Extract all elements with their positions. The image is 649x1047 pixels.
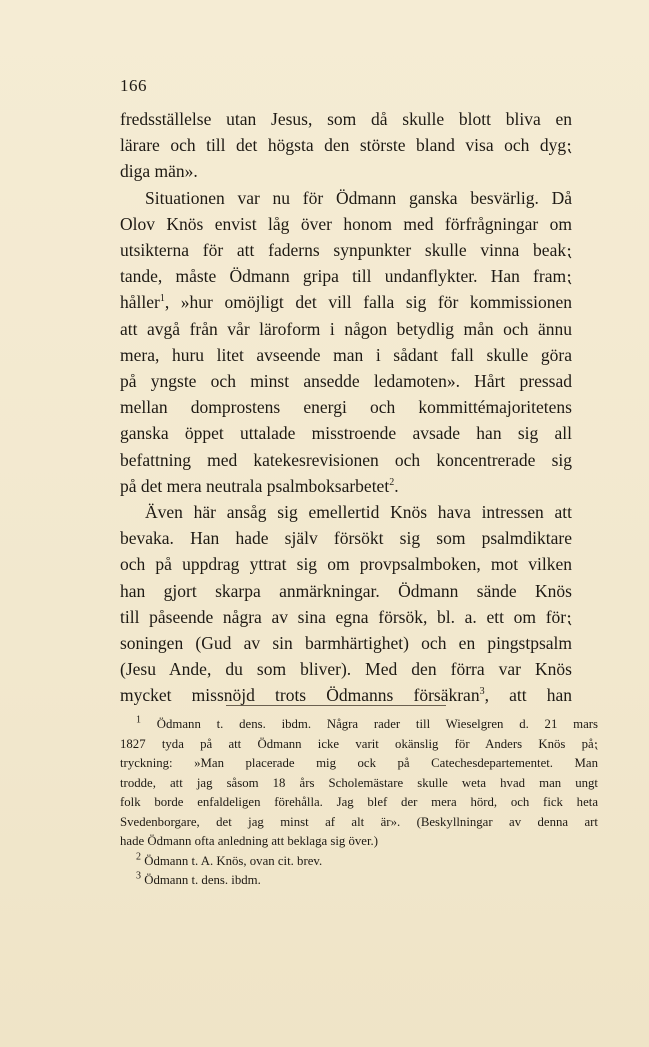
text-fragment: , »hur omöjligt det vill falla sig för kommissionen — [164, 292, 572, 313]
text-line: soningen (Gud av sin barmhärtighet) och en pingstpsalm — [120, 633, 572, 654]
text-line: befattning med katekesrevisionen och koncentrerade sig — [120, 449, 572, 470]
footnote-line — [120, 715, 598, 735]
footnotes — [120, 715, 598, 891]
footnote-ref-3: 3 — [479, 686, 485, 698]
footnote-divider — [226, 705, 446, 706]
footnote-line: folk borde enfaldeligen förehålla. Jag blef der mera hörd, och fick heta — [120, 795, 598, 809]
text-line — [120, 473, 572, 499]
footnote-mark-1: 1 — [136, 714, 141, 726]
text-line: till påseende några av sina egna försök, bl. a. ett om för⁏ — [120, 606, 572, 627]
footnote-ref-1: 1 — [159, 293, 165, 305]
body-text — [120, 106, 572, 709]
footnote-text: Ödmann t. dens. ibdm. Några rader till Wieselgren d. 21 mars — [156, 717, 598, 731]
text-fragment: . — [394, 475, 399, 496]
footnote-line — [120, 871, 598, 891]
text-line: (Jesu Ande, du som bliver). Med den förra var Knös — [120, 659, 572, 680]
footnote-mark-3: 3 — [136, 870, 141, 882]
text-line: mellan domprostens energi och kommittémajoritetens — [120, 397, 572, 418]
text-line: bevaka. Han hade själv försökt sig som psalmdiktare — [120, 528, 572, 549]
text-fragment: håller — [120, 292, 160, 313]
footnote-line: Svedenborgare, det jag minst af alt är». (Beskyllningar av denna art — [120, 814, 598, 829]
footnote-text: Ödmann t. A. Knös, ovan cit. brev. — [144, 853, 323, 868]
footnote-mark-2: 2 — [136, 851, 141, 863]
text-line: på yngste och minst ansedde ledamoten». Hårt pressad — [120, 371, 572, 392]
footnote-line — [120, 852, 598, 872]
text-line: Olov Knös envist låg över honom med förfrågningar om — [120, 213, 572, 234]
footnote-line: tryckning: »Man placerade mig ock på Catechesdepartementet. Man — [120, 756, 598, 770]
page-number: 166 — [120, 76, 147, 95]
text-line: att avgå från vår läroform i någon betydlig mån och ännu — [120, 318, 572, 339]
text-line: lärare och till det högsta den störste bland visa och dyg⁏ — [120, 135, 572, 156]
footnote-line: hade Ödmann ofta anledning att beklaga sig över.) — [120, 834, 378, 848]
text-line: Även här ansåg sig emellertid Knös hava intressen att — [145, 502, 572, 523]
text-line: diga män». — [120, 161, 198, 182]
text-fragment: , att han — [484, 685, 573, 706]
text-line: utsikterna för att faderns synpunkter skulle vinna beak⁏ — [120, 240, 572, 261]
footnote-line: 1827 tyda på att Ödmann icke varit okänslig för Anders Knös på⁏ — [120, 736, 598, 751]
footnote-text: Ödmann t. dens. ibdm. — [144, 873, 261, 887]
text-line: ganska öppet uttalade misstroende avsade han sig all — [120, 423, 572, 444]
text-line: tande, måste Ödmann gripa till undanflykter. Han fram⁏ — [120, 266, 572, 287]
text-fragment: mycket missnöjd trots Ödmanns försäkran — [120, 685, 480, 706]
text-line — [120, 289, 572, 315]
text-fragment: på det mera neutrala psalmboksarbetet — [120, 475, 390, 496]
text-line: fredsställelse utan Jesus, som då skulle blott bliva en — [120, 109, 572, 129]
text-line: och på uppdrag yttrat sig om provpsalmboken, mot vilken — [120, 554, 572, 575]
text-line: mera, huru litet avseende man i sådant fall skulle göra — [120, 344, 572, 365]
footnote-line: trodde, att jag såsom 18 års Scholemästare skulle weta hvad man ungt — [120, 775, 598, 790]
text-line: han gjort skarpa anmärkningar. Ödmann sände Knös — [120, 580, 572, 601]
text-line: Situationen var nu för Ödmann ganska besvärlig. Då — [145, 187, 572, 208]
footnote-ref-2: 2 — [389, 477, 395, 489]
